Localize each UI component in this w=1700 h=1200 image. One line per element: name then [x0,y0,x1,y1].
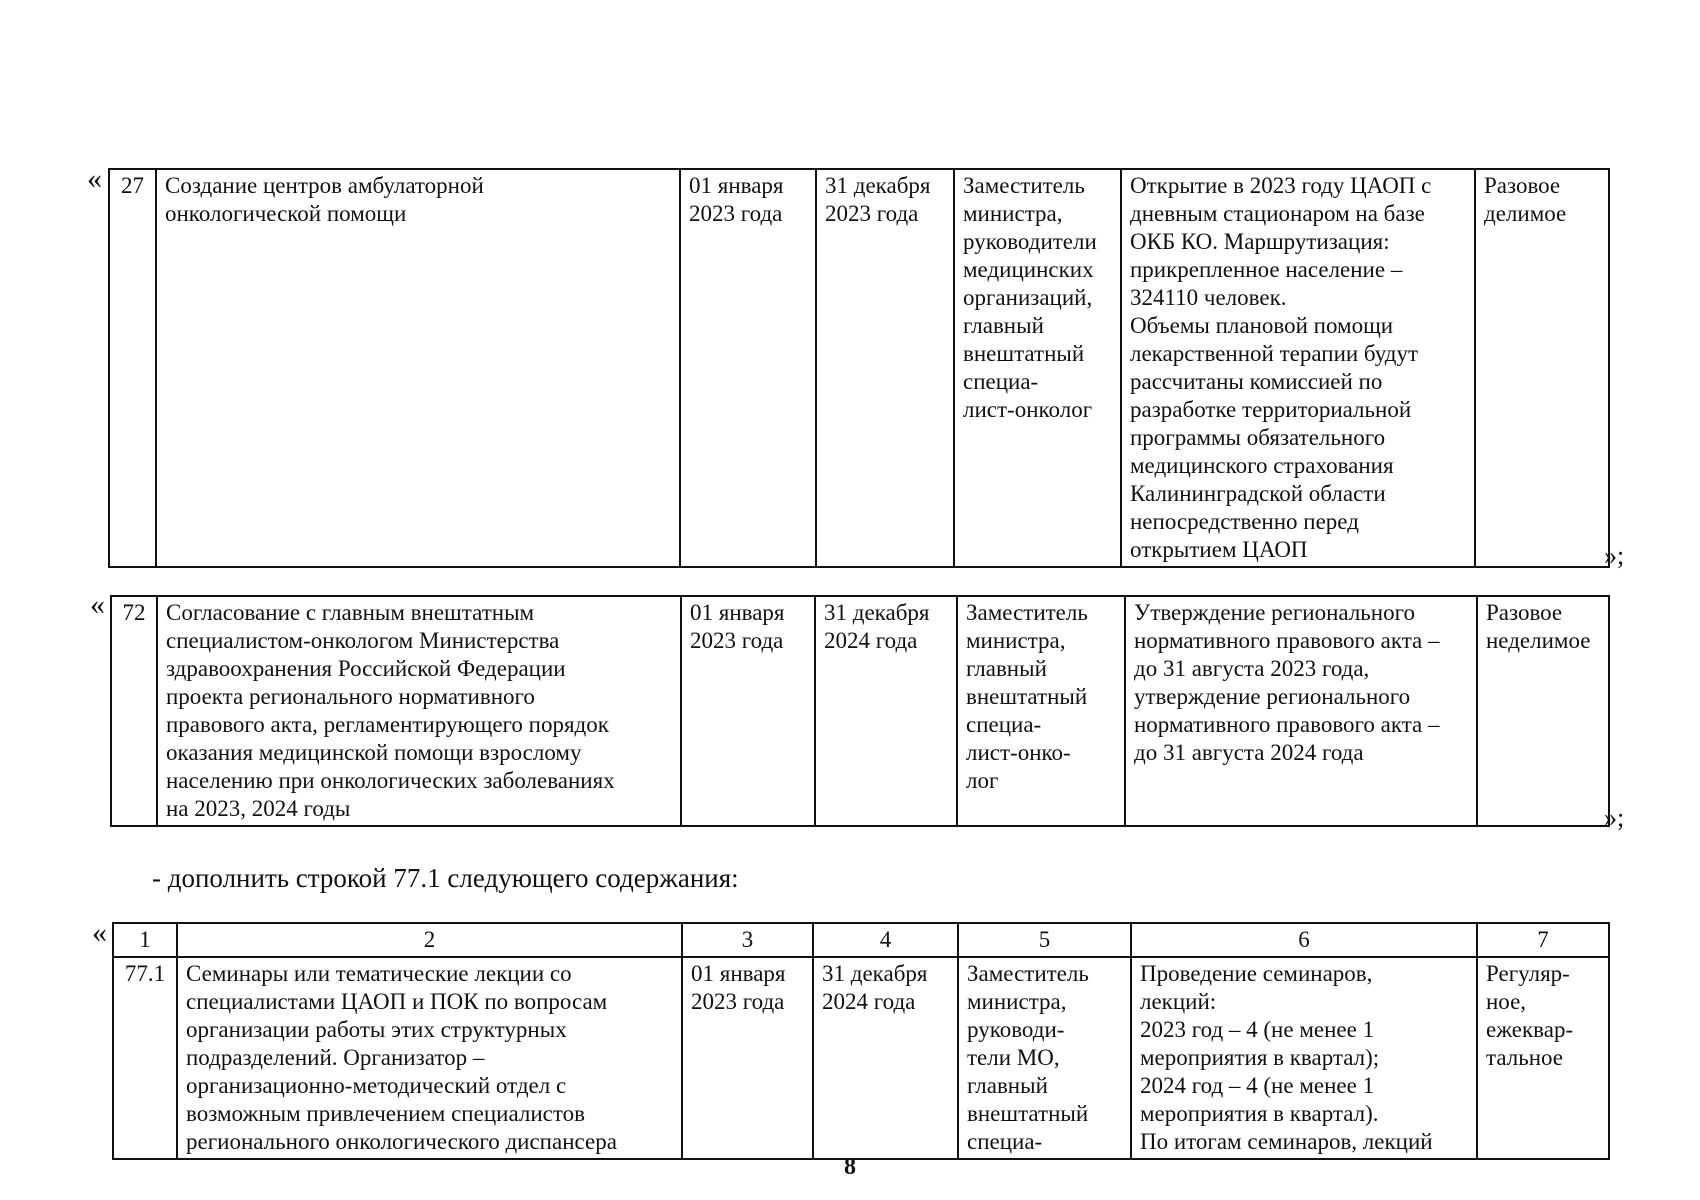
measure-name: Семинары или тематические лекции со специалистами ЦАОП и ПОК по вопросам организации работы этих структурных подразделений. Организатор – организационно-методический отдел с возможным привлечением специалистов регионального онкологического диспансера [177,957,682,1159]
row-number: 77.1 [113,957,177,1159]
amendment-instruction: - дополнить строкой 77.1 следующего содержания: [152,863,739,893]
open-quote-27: « [87,162,102,195]
responsible-persons: Заместитель министра, руководи- тели МО, главный внештатный специа- [958,957,1131,1159]
start-date: 01 января 2023 года [681,596,815,826]
measure-type: Разовое неделимое [1477,596,1609,826]
responsible-persons: Заместитель министра, руководители медицинских организаций, главный внештатный специа- лист-онколог [954,169,1121,567]
open-quote-77-1: « [92,916,107,949]
close-mark-72: »; [1604,803,1625,832]
column-number-4: 4 [813,923,958,957]
measure-type: Разовое делимое [1475,169,1609,567]
column-number-7: 7 [1477,923,1609,957]
expected-result: Открытие в 2023 году ЦАОП с дневным стационаром на базе ОКБ КО. Маршрутизация: прикрепленное население – 324110 человек. Объемы плановой помощи лекарственной терапии будут рассчитаны комиссией по разработке территориальной программы обязательного медицинского страхования Калининградской области непосредственно перед открытием ЦАОП [1121,169,1475,567]
column-number-6: 6 [1131,923,1477,957]
row-number: 27 [109,169,156,567]
column-number-2: 2 [177,923,682,957]
end-date: 31 декабря 2024 года [815,596,957,826]
start-date: 01 января 2023 года [682,957,813,1159]
row-number: 72 [111,596,157,826]
table-row-27 [108,168,1610,568]
column-number-3: 3 [682,923,813,957]
expected-result: Утверждение регионального нормативного правового акта – до 31 августа 2023 года, утверждение регионального нормативного правового акта – до 31 августа 2024 года [1125,596,1477,826]
table-row-77-1 [112,922,1610,1160]
column-number-1: 1 [113,923,177,957]
end-date: 31 декабря 2023 года [816,169,954,567]
table-row-72 [110,595,1610,827]
close-mark-27: »; [1604,541,1625,570]
column-number-5: 5 [958,923,1131,957]
measure-name: Согласование с главным внештатным специалистом-онкологом Министерства здравоохранения Российской Федерации проекта регионального нормативного правового акта, регламентирующего порядок оказания медицинской помощи взрослому населению при онкологических заболеваниях на 2023, 2024 годы [157,596,681,826]
expected-result: Проведение семинаров, лекций: 2023 год – 4 (не менее 1 мероприятия в квартал); 2024 год – 4 (не менее 1 мероприятия в квартал). По итогам семинаров, лекций [1131,957,1477,1159]
page-number: 8 [844,1154,856,1180]
start-date: 01 января 2023 года [680,169,816,567]
measure-name: Создание центров амбулаторной онкологической помощи [156,169,680,567]
responsible-persons: Заместитель министра, главный внештатный специа- лист-онко- лог [957,596,1125,826]
open-quote-72: « [90,588,105,621]
measure-type: Регуляр- ное, ежеквар- тальное [1477,957,1609,1159]
end-date: 31 декабря 2024 года [813,957,958,1159]
